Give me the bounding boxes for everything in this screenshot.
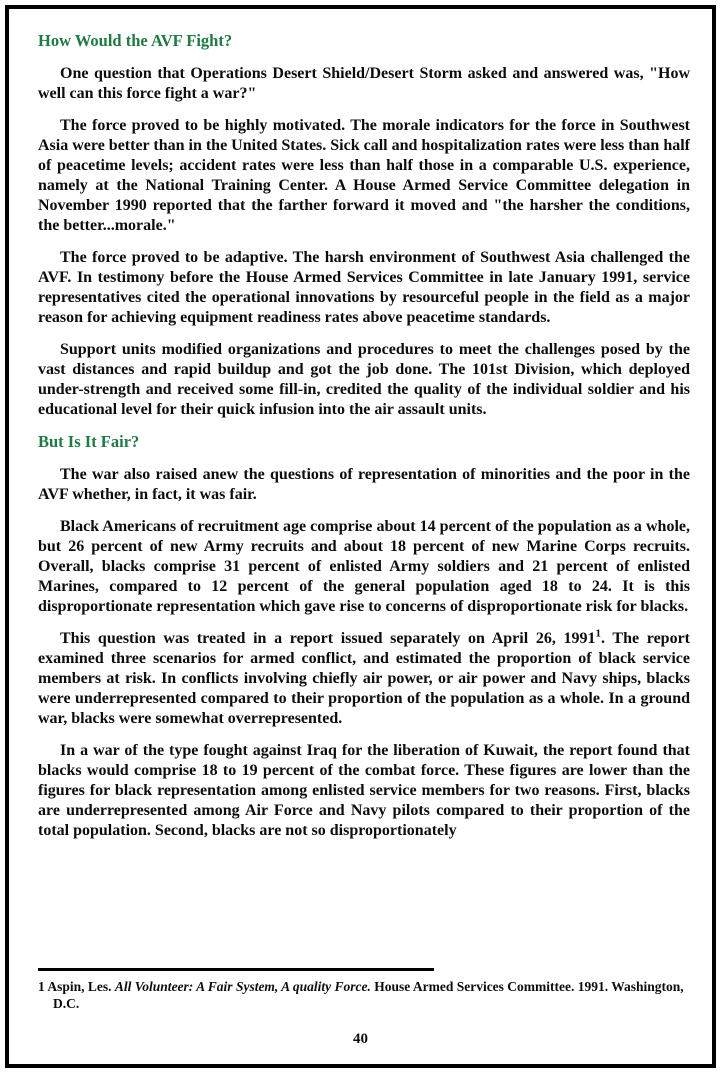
paragraph-text: This question was treated in a report issued separately on April 26, 1991 — [60, 630, 596, 647]
footnote-reference-superscript: 1 — [595, 627, 602, 640]
footnote-title-italic: All Volunteer: A Fair System, A quality Force. — [114, 979, 371, 994]
page-number: 40 — [353, 1031, 368, 1047]
footnote-divider-rule — [38, 968, 434, 971]
section-heading-avf-fight: How Would the AVF Fight? — [38, 31, 233, 50]
section-heading-fairness: But Is It Fair? — [38, 432, 140, 451]
footnote-area — [38, 968, 690, 1012]
paragraph: The force proved to be adaptive. The harsh environment of Southwest Asia challenged the AVF. In testimony before the House Armed Services Committee in late January 1991, service representatives cited the operational innovations by resourceful people in the field as a major reason for achieving equipment readiness rates above peacetime standards. — [38, 249, 690, 326]
paragraph-with-footnote-ref — [38, 629, 690, 729]
paragraph: Support units modified organizations and procedures to meet the challenges posed by the vast distances and rapid buildup and got the job done. The 101st Division, which deployed under-strength and received some fill-in, credited the quality of the individual soldier and his educational level for their quick infusion into the air assault units. — [38, 341, 690, 418]
paragraph: In a war of the type fought against Iraq for the liberation of Kuwait, the report found that blacks would comprise 18 to 19 percent of the combat force. These figures are lower than the figures for black representation among enlisted service members for two reasons. First, blacks are underrepresented among Air Force and Navy pilots compared to their proportion of the total population. Second, blacks are not so disproportionately — [38, 742, 690, 839]
footnote — [38, 978, 690, 1012]
document-content — [9, 9, 712, 944]
footnote-author: 1 Aspin, Les. — [38, 979, 112, 994]
page-border-frame — [5, 5, 716, 1068]
paragraph: The force proved to be highly motivated. The morale indicators for the force in Southwest Asia were better than in the United States. Sick call and hospitalization rates were less than half of peacetime levels; accident rates were less than half those in a comparable U.S. experience, namely at the National Training Center. A House Armed Service Committee delegation in November 1990 reported that the farther forward it moved and "the harsher the conditions, the better...morale." — [38, 117, 690, 234]
paragraph: Black Americans of recruitment age comprise about 14 percent of the population as a whole, but 26 percent of new Army recruits and about 18 percent of new Marine Corps recruits. Overall, blacks comprise 31 percent of enlisted Army soldiers and 21 percent of enlisted Marines, compared to 12 percent of the general population aged 18 to 24. It is this disproportionate representation which gave rise to concerns of disproportionate risk for blacks. — [38, 518, 690, 615]
paragraph: The war also raised anew the questions of representation of minorities and the poor in the AVF whether, in fact, it was fair. — [38, 466, 690, 503]
footnote-publisher: House Armed Services Committee. 1991. Washington, D.C. — [53, 979, 684, 1011]
paragraph-text: . The report examined three scenarios for armed conflict, and estimated the proportion of black service members at risk. In conflicts involving chiefly air power, or air power and Navy ships, blacks were underrepresented compared to their proportion of the population as a whole. In a ground war, blacks were somewhat overrepresented. — [38, 630, 691, 727]
paragraph: One question that Operations Desert Shield/Desert Storm asked and answered was, "How well can this force fight a war?" — [38, 65, 690, 102]
